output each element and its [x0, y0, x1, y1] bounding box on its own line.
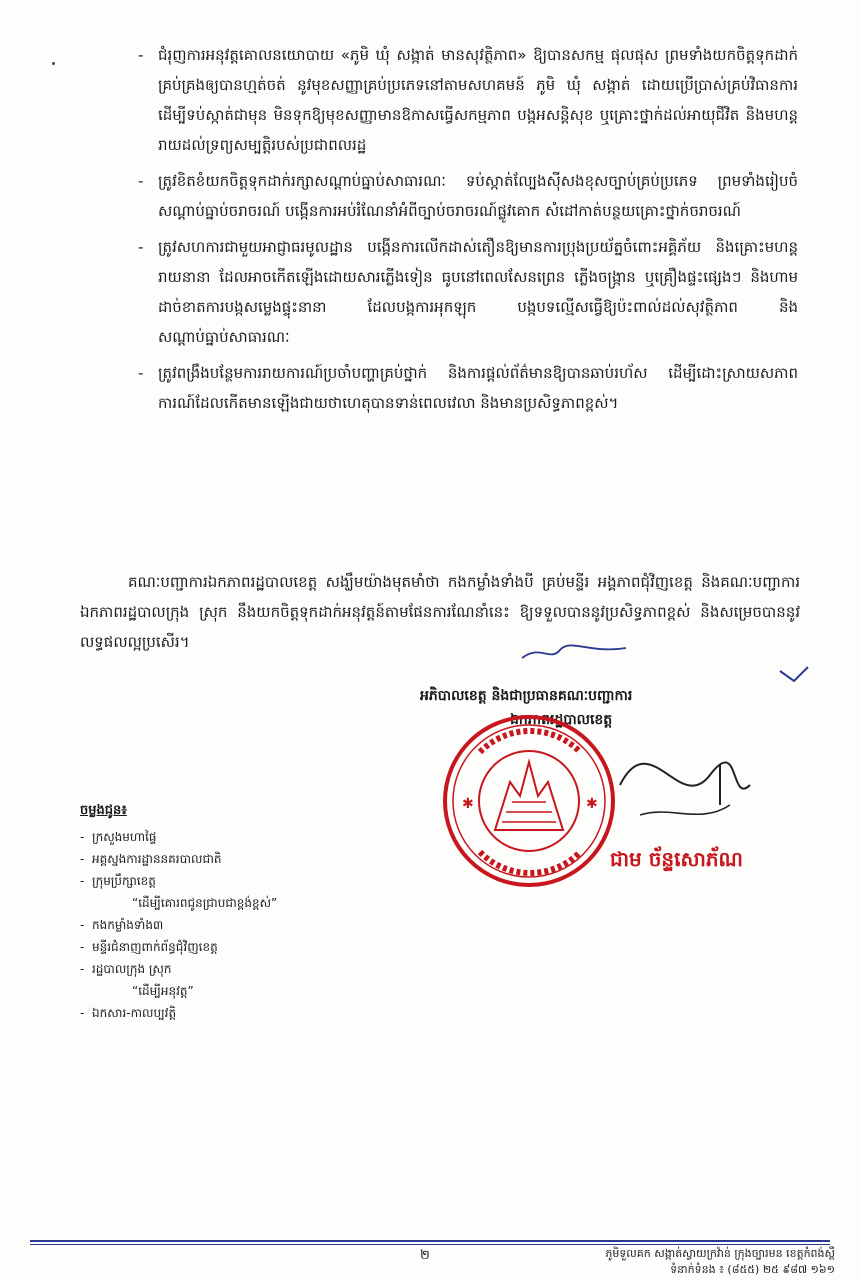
cc-item-text: ក្រុមប្រឹក្សាខេត្ត	[92, 874, 156, 888]
bullet-item-3	[138, 232, 798, 352]
footer-address: ភូមិទួលគក សង្កាត់ស្វាយក្រវ៉ាន់ ក្រុងច្បារមន ខេត្តកំពង់ស្ពឺ	[605, 1247, 835, 1260]
cc-item: - រដ្ឋបាលក្រុង ស្រុក	[80, 962, 172, 976]
bullet-dash: -	[138, 172, 144, 190]
cc-item: - អគ្គស្នងការដ្ឋាននគរបាលជាតិ	[80, 852, 222, 866]
cc-list	[80, 800, 400, 1024]
cc-item: - ក្រសួងមហាផ្ទៃ	[80, 830, 157, 844]
bullet-text: ត្រូវពង្រឹងបន្ថែមការរាយការណ៍ប្រចាំបញ្ហាគ្រប់ថ្នាក់ និងការផ្តល់ព័ត៌មានឱ្យបានឆាប់រហ័ស ដើម្បីដោះស្រាយសភាពការណ៍ដែលកើតមានឡើងជាយថាហេតុបានទាន់ពេលវេលា និងមានប្រសិទ្ធភាពខ្ពស់។	[158, 364, 798, 412]
footer-address-block	[515, 1246, 835, 1278]
footer-phone: ទំនាក់ទំនង ៖ (៨៥៥) ២៥ ៩៨៧ ១៦១	[670, 1263, 835, 1276]
cc-item-note: “ដើម្បីគោរពជូនជ្រាបជាខ្ពង់ខ្ពស់”	[132, 896, 278, 910]
scan-speck	[52, 62, 55, 65]
cc-item: - ក្រុមប្រឹក្សាខេត្ត	[80, 874, 156, 888]
bullet-dash: -	[138, 46, 144, 64]
signatory-title-line2: ឯកភាពរដ្ឋបាលខេត្ត	[510, 712, 613, 728]
bullet-dash: -	[138, 238, 144, 256]
handwritten-signature	[580, 665, 820, 865]
cc-item-text: ក្រសួងមហាផ្ទៃ	[92, 830, 157, 844]
cc-item-text: កងកម្លាំងទាំង៣	[92, 918, 164, 932]
cc-item: - ឯកសារ-កាលប្បវត្តិ	[80, 1006, 177, 1020]
footer-rule	[30, 1240, 830, 1242]
cc-item-text: រដ្ឋបាលក្រុង ស្រុក	[92, 962, 172, 976]
cc-item-note: “ដើម្បីអនុវត្ត”	[132, 984, 194, 998]
closing-paragraph: គណៈបញ្ជាការឯកភាពរដ្ឋបាលខេត្ត សង្ឃឹមយ៉ាងមុតមាំថា កងកម្លាំងទាំងបី គ្រប់មន្ទីរ អង្គភាពជុំវិញខេត្ត និងគណៈបញ្ជាការឯកភាពរដ្ឋបាលក្រុង ស្រុក នឹងយកចិត្តទុកដាក់អនុវត្តន៍តាមផែនការណែនាំនេះ ឱ្យទទួលបាននូវប្រសិទ្ធភាពខ្ពស់ និងសម្រេចបាននូវលទ្ធផលល្អប្រសើរ។	[80, 573, 800, 651]
cc-item-text: ឯកសារ-កាលប្បវត្តិ	[92, 1006, 177, 1020]
svg-text:✱: ✱	[586, 796, 598, 812]
signatory-title-line1: អភិបាលខេត្ត និងជាប្រធានគណៈបញ្ជាការ	[420, 688, 633, 704]
handwritten-initial-mark	[520, 640, 630, 664]
signatory-name: ជាម ច័ន្ទសោភ័ណ	[610, 847, 743, 871]
cc-item: - មន្ទីរជំនាញពាក់ព័ន្ធជុំវិញខេត្ត	[80, 940, 218, 954]
bullet-text: ត្រូវសហការជាមួយអាជ្ញាធរមូលដ្ឋាន បង្កើនការលើកដាស់តឿនឱ្យមានការប្រុងប្រយ័ត្នចំពោះអគ្គិភ័យ និងគ្រោះមហន្តរាយនានា ដែលអាចកើតឡើងដោយសារភ្លើងទៀន ធូបនៅពេលសែនព្រេន ភ្លើងចង្ក្រាន ឬគ្រឿងផ្ទះផ្សេងៗ និងហាមដាច់ខាតការបង្កសម្លេងផ្ទុះនានា ដែលបង្កការអុកឡុក បង្កបទល្មើសធ្វើឱ្យប៉ះពាល់ដល់សុវត្ថិភាព និងសណ្តាប់ធ្នាប់សាធារណៈ	[158, 238, 798, 346]
bullet-item-1	[138, 40, 798, 160]
svg-text:✱: ✱	[462, 796, 474, 812]
bullet-item-4	[138, 358, 798, 418]
bullet-text: ជំរុញការអនុវត្តគោលនយោបាយ «ភូមិ ឃុំ សង្កាត់ មានសុវត្ថិភាព» ឱ្យបានសកម្ម ផុលផុស ព្រមទាំងយកចិត្តទុកដាក់គ្រប់គ្រងឲ្យបានហ្មត់ចត់ នូវមុខសញ្ញាគ្រប់ប្រភេទនៅតាមសហគមន៍ ភូមិ ឃុំ សង្កាត់ ដោយប្រើប្រាស់គ្រប់វិធានការ ដើម្បីទប់ស្កាត់ជាមុន មិនទុកឱ្យមុខសញ្ញាមានឱកាសធ្វើសកម្មភាព បង្កអសន្តិសុខ ឬគ្រោះថ្នាក់ដល់អាយុជីវិត និងមហន្តរាយដល់ទ្រព្យសម្បត្តិរបស់ប្រជាពលរដ្ឋ	[158, 46, 798, 154]
footer-rule-thin	[30, 1244, 830, 1245]
bullet-text: ត្រូវខិតខំយកចិត្តទុកដាក់រក្សាសណ្តាប់ធ្នាប់សាធារណៈ ទប់ស្កាត់ល្បែងស៊ីសងខុសច្បាប់គ្រប់ប្រភេទ ព្រមទាំងរៀបចំសណ្តាប់ធ្នាប់ចរាចរណ៍ បង្កើនការអប់រំណែនាំអំពីច្បាប់ចរាចរណ៍ផ្លូវគោក សំដៅកាត់បន្ថយគ្រោះថ្នាក់ចរាចរណ៍	[158, 172, 798, 220]
page-number: ២	[420, 1248, 430, 1263]
bullet-dash: -	[138, 364, 144, 382]
cc-item-text: អគ្គស្នងការដ្ឋាននគរបាលជាតិ	[92, 852, 222, 866]
bullet-item-2	[138, 166, 798, 226]
bullet-list	[138, 40, 798, 424]
cc-item: - កងកម្លាំងទាំង៣	[80, 918, 164, 932]
cc-item-text: មន្ទីរជំនាញពាក់ព័ន្ធជុំវិញខេត្ត	[92, 940, 218, 954]
cc-title: ចម្លងជូន៖	[80, 803, 127, 818]
